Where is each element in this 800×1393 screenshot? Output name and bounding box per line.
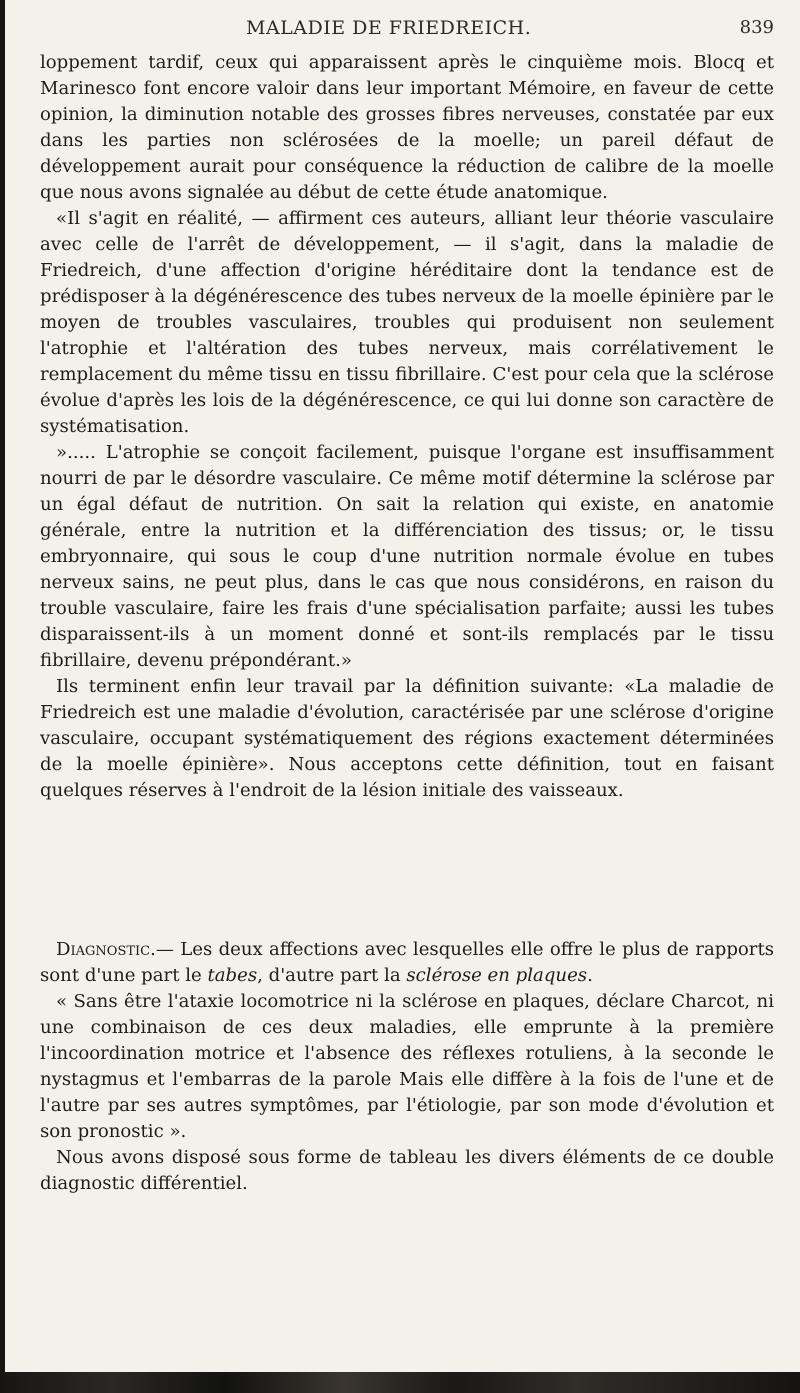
paragraph-quote-authors: «Il s'agit en réalité, — affirment ces auteurs, alliant leur théorie vasculaire avec celle de l'arrêt de développement, — il s'agit, dans la maladie de Friedreich, d'une affection d'origine héréditaire dont la tendance est de prédisposer à la dégénérescence des tubes nerveux de la moelle épinière par le moyen de troubles vasculaires, troubles qui produisent non seulement l'atrophie et l'altération des tubes nerveux, mais corrélativement le remplacement du même tissu en tissu fibrillaire. C'est pour cela que la sclérose évolue d'après les lois de la dégénérescence, ce qui lui donne son caractère de systématisation.	[40, 208, 774, 437]
paragraph-continuation: loppement tardif, ceux qui apparaissent après le cinquième mois. Blocq et Marinesco font encore valoir dans leur important Mémoire, en faveur de cette opinion, la diminution notable des grosses fibres nerveuses, constatée par eux dans les parties non sclérosées de la moelle; un pareil défaut de développement aurait pour conséquence la réduction de calibre de la moelle que nous avons signalée au début de cette étude anatomique.	[40, 52, 774, 203]
diagnostic-paragraph	[40, 937, 774, 989]
scan-left-edge	[0, 0, 5, 1393]
page-number: 839	[739, 17, 774, 38]
page-header	[40, 0, 774, 50]
diagnostic-heading: Diagnostic.	[56, 939, 156, 960]
main-text	[40, 50, 774, 804]
paragraph-definition: Ils terminent enfin leur travail par la définition suivante: «La maladie de Friedreich est une maladie d'évolution, caractérisée par une sclérose d'origine vasculaire, occupant systématiquement des régions exactement déterminées de la moelle épinière». Nous acceptons cette définition, tout en faisant quelques réserves à l'endroit de la lésion initiale des vaisseaux.	[40, 676, 774, 801]
paragraph-quote-atrophy: »..... L'atrophie se conçoit facilement, puisque l'organe est insuffisamment nourri de par le désordre vasculaire. Ce même motif détermine la sclérose par un égal défaut de nutrition. On sait la relation qui existe, en anatomie générale, entre la nutrition et la différenciation des tissus; or, le tissu embryonnaire, qui sous le coup d'une nutrition normale évolue en tubes nerveux sains, ne peut plus, dans le cas que nous considérons, en raison du trouble vasculaire, faire les frais d'une spécialisation parfaite; aussi les tubes disparaissent-ils à un moment donné et sont-ils remplacés par le tissu fibrillaire, devenu prépondérant.»	[40, 442, 774, 671]
closing-paragraph: Nous avons disposé sous forme de tableau les divers éléments de ce double diagnostic différentiel.	[40, 1147, 774, 1194]
term-tabes: tabes	[207, 965, 258, 986]
scan-bottom-edge	[0, 1372, 800, 1393]
diagnostic-end: .	[587, 965, 593, 986]
charcot-quote: « Sans être l'ataxie locomotrice ni la sclérose en plaques, déclare Charcot, ni une combinaison de ces deux maladies, elle emprunte à la première l'incoordination motrice et l'absence des réflexes rotuliens, à la seconde le nystagmus et l'embarras de la parole Mais elle diffère à la fois de l'une et de l'autre par ses autres symptômes, par l'étiologie, par son mode d'évolution et son pronostic ».	[40, 991, 774, 1142]
diagnostic-middle: , d'autre part la	[257, 965, 407, 986]
diagnostic-intro: — Les deux affections avec lesquelles elle offre le plus de rapports sont d'une part le	[40, 939, 774, 986]
book-page	[40, 0, 774, 1194]
diagnostic-section	[40, 937, 774, 1197]
running-title: MALADIE DE FRIEDREICH.	[246, 17, 532, 39]
term-sclerose-en-plaques: sclérose en plaques	[406, 965, 588, 986]
